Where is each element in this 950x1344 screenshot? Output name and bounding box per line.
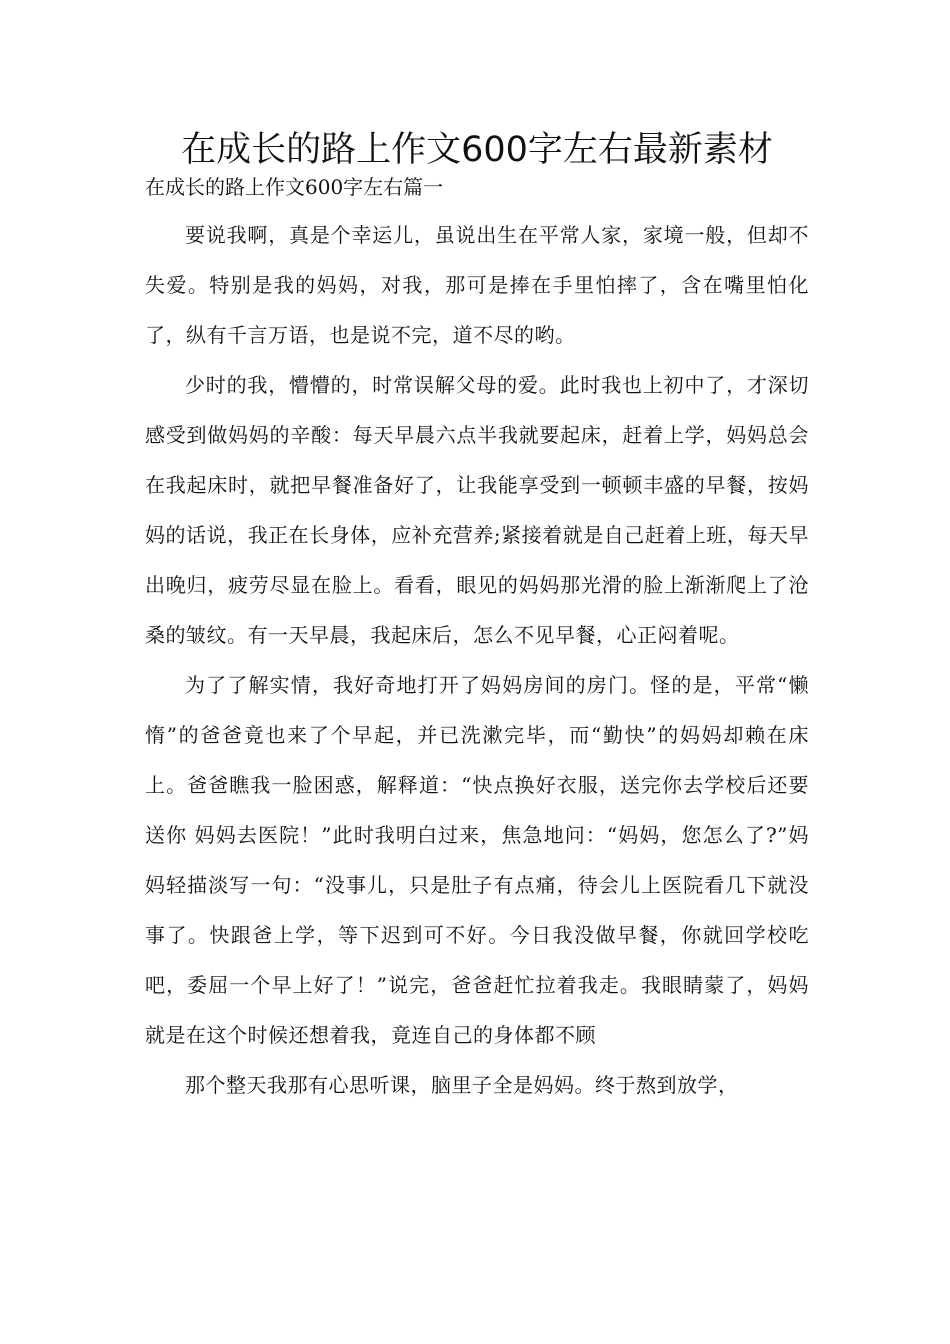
paragraph-3: 为了了解实情，我好奇地打开了妈妈房间的房门。怪的是，平常“懒惰”的爸爸竟也来了个早起，并已洗漱完毕，而“勤快”的妈妈却赖在床上。爸爸瞧我一脸困惑，解释道：“快点换好衣服，送完你去学校后还要送你 妈妈去医院！”此时我明白过来，焦急地问：“妈妈，您怎么了?”妈妈轻描淡写一句：“没事儿，只是肚子有点痛，待会儿上医院看几下就没事了。快跟爸上学，等下迟到可不好。今日我没做早餐，你就回学校吃吧，委屈一个早上好了！”说完，爸爸赶忙拉着我走。我眼睛蒙了，妈妈就是在这个时候还想着我，竟连自己的身体都不顾 [145, 673, 809, 1047]
document-subtitle: 在成长的路上作文600字左右篇一 [145, 175, 444, 199]
paragraph-2: 少时的我，懵懵的，时常误解父母的爱。此时我也上初中了，才深切感受到做妈妈的辛酸：每天早晨六点半我就要起床，赶着上学，妈妈总会在我起床时，就把早餐准备好了，让我能享受到一顿顿丰盛的早餐，按妈妈的话说，我正在长身体，应补充营养;紧接着就是自己赶着上班，每天早出晚归，疲劳尽显在脸上。看看，眼见的妈妈那光滑的脸上渐渐爬上了沧桑的皱纹。有一天早晨，我起床后，怎么不见早餐，心正闷着呢。 [145, 373, 809, 647]
document-page [145, 120, 809, 1110]
paragraph-1: 要说我啊，真是个幸运儿，虽说出生在平常人家，家境一般，但却不失爱。特别是我的妈妈，对我，那可是捧在手里怕摔了，含在嘴里怕化了，纵有千言万语，也是说不完，道不尽的哟。 [145, 223, 809, 347]
document-title: 在成长的路上作文600字左右最新素材 [181, 130, 773, 170]
paragraph-4: 那个整天我那有心思听课，脑里子全是妈妈。终于熬到放学， [185, 1073, 739, 1097]
